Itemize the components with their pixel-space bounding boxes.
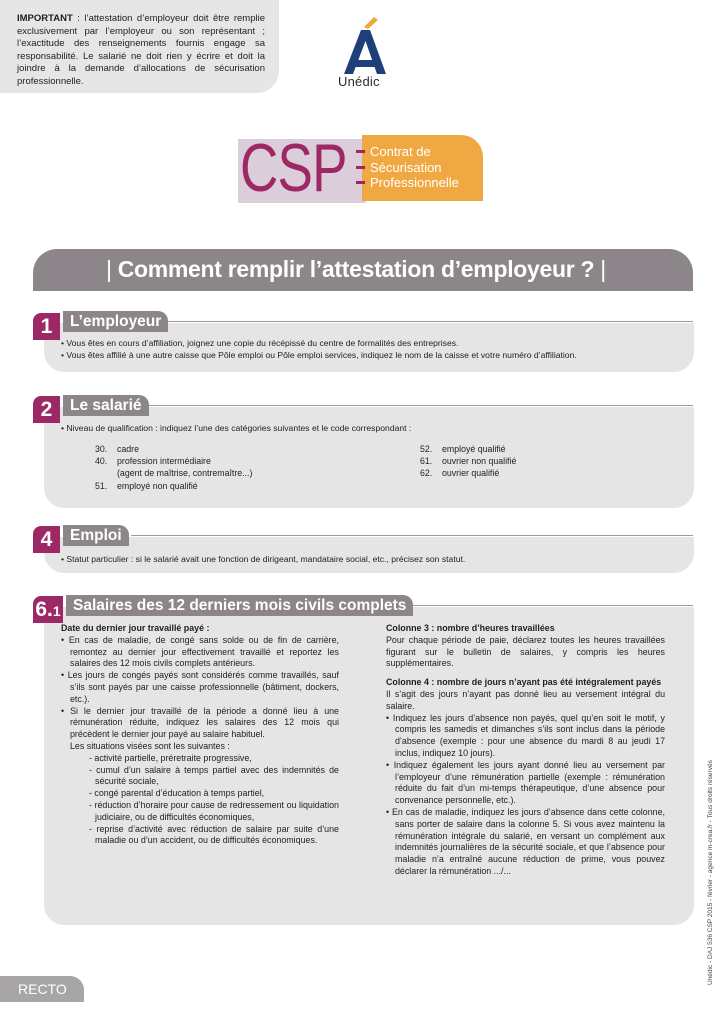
list-item: 52. employé qualifié [420, 444, 506, 454]
column-heading: Colonne 4 : nombre de jours n’ayant pas été intégralement payés [386, 677, 662, 688]
logo-wordmark: Unédic [338, 74, 380, 89]
section-2-title: Le salarié [63, 395, 149, 416]
section-6-1-number: 6.1 [33, 596, 63, 623]
csp-dash [356, 166, 365, 169]
section-1-title: L’employeur [63, 311, 168, 332]
section-2-intro: • Niveau de qualification : indiquez l’une des catégories suivantes et le code correspondant : [61, 423, 412, 433]
list-item: • Vous êtes affilié à une autre caisse que Pôle emploi ou Pôle emploi services, indiquez le nom de la caisse et votre numéro d’affiliation. [61, 349, 577, 360]
important-text: : l’attestation d’employeur doit être remplie exclusivement par l’employeur ou son représentant ; l’exactitude des renseignements fournis engage sa responsabilité. Le salarié ne doit rien y écrire et doit la joindre à la demande d’allocations de sécurisation professionnelle. [17, 13, 265, 87]
csp-line: Professionnelle [370, 175, 459, 190]
section-6-1-rule [401, 605, 693, 606]
list-item: • Indiquez les jours d’absence non payés, quel qu’en soit le motif, y compris les samedis et dimanches s’ils sont inclus dans la période d’absence (exemple : pour une absence du mardi 8 au jeudi 17 inclus, indiquez 10 jours). [386, 712, 665, 758]
list-item: • En cas de maladie, de congé sans solde ou de fin de carrière, remontez au dernier jour effectivement travaillé et reportez les salaires des 12 mois civils complets antérieurs. [61, 634, 339, 669]
list-item: • Si le dernier jour travaillé de la période a donné lieu à une rémunération réduite, indiquez les salaires des 12 mois qui précèdent le dernier jour payé au salaire habituel. [61, 705, 339, 740]
list-item: 62. ouvrier qualifié [420, 468, 500, 479]
recto-tab: RECTO [0, 976, 84, 1002]
list-item: 61. ouvrier non qualifié [420, 456, 517, 467]
list-item: - cumul d’un salaire à temps partiel avec des indemnités de sécurité sociale, [89, 764, 339, 787]
list-item: - réduction d’horaire pour cause de redressement ou liquidation judiciaire, ou de difficultés économiques, [89, 799, 339, 822]
section-4-title: Emploi [63, 525, 129, 546]
csp-full-name [370, 144, 459, 191]
qualification-list-left [95, 443, 252, 492]
list-item: - reprise d’activité avec réduction de salaire par suite d’une maladie ou d’un accident, ou de difficultés économiques. [89, 823, 339, 846]
paragraph: Il s’agit des jours n’ayant pas donné lieu au versement intégral du salaire. [386, 688, 665, 711]
list-item: 51. employé non qualifié [95, 480, 198, 491]
csp-dash [356, 181, 365, 184]
section-2-rule [149, 405, 693, 406]
section-4-rule [131, 535, 693, 536]
csp-line: Contrat de [370, 144, 431, 159]
list-item: - activité partielle, préretraite progressive, [89, 752, 252, 763]
situations-label: Les situations visées sont les suivantes : [70, 740, 230, 751]
side-legal-note: Unédic - DAJ 536 CSP 2015 - février - agence m-crea.fr - Tous droits réservés [707, 760, 714, 985]
page-title-text: Comment remplir l’attestation d’employeur ? [117, 256, 595, 282]
csp-acronym: CSP [240, 130, 347, 206]
section-1-number: 1 [33, 313, 60, 340]
list-item: • Indiquez également les jours ayant donné lieu au versement par l’employeur d’une rémunération partielle (exemple : rémunération réduite du fait d’un mi-temps thérapeutique, d’une absence pour convenance personnelle, etc.). [386, 759, 665, 806]
qualification-list-right [420, 443, 516, 480]
section-2-number: 2 [33, 396, 60, 423]
list-item: 40. profession intermédiaire [95, 456, 211, 467]
paragraph: Pour chaque période de paie, déclarez toutes les heures travaillées figurant sur le bulletin de salaires, y compris les heures supplémentaires. [386, 634, 665, 669]
section-4-number: 4 [33, 526, 60, 553]
section-1-body [61, 338, 681, 361]
list-item: • Les jours de congés payés sont considérés comme travaillés, sauf s’ils sont payés par une caisse professionnelle (bâtiment, dockers, etc.). [61, 670, 339, 704]
section-1-rule [165, 321, 693, 322]
list-item: (agent de maîtrise, contremaître...) [117, 468, 253, 479]
section-4-body: • Statut particulier : si le salarié avait une fonction de dirigeant, mandataire social, etc., précisez son statut. [61, 554, 466, 564]
list-item: • Vous êtes en cours d’affiliation, joignez une copie du récépissé du centre de formalités des entreprises. [61, 338, 459, 348]
csp-line: Sécurisation [370, 159, 442, 175]
list-item: - congé parental d’éducation à temps partiel, [89, 788, 265, 799]
column-heading: Date du dernier jour travaillé payé : [61, 623, 210, 633]
important-note [17, 13, 265, 88]
section-6-1-left-column [61, 623, 339, 847]
list-item: 30. cadre [95, 444, 140, 454]
csp-dash [356, 150, 365, 153]
page-title: | Comment remplir l’attestation d’employeur ? | [106, 256, 606, 282]
important-label: IMPORTANT [17, 13, 73, 24]
section-6-1-right-column [386, 623, 665, 878]
section-6-1-title: Salaires des 12 derniers mois civils complets [66, 595, 413, 616]
column-heading: Colonne 3 : nombre d’heures travaillées [386, 623, 555, 633]
list-item: • En cas de maladie, indiquez les jours d’absence dans cette colonne, sans porter de salaire dans la colonne 5. Si vous avez maintenu la rémunération intégrale du salarié, en versant un complément aux indemnités journalières de la sécurité sociale, et que l’absence pour maladie n’a entraîné aucune réduction de prime, vous pouvez déclarer la rémunération .../... [386, 806, 665, 876]
